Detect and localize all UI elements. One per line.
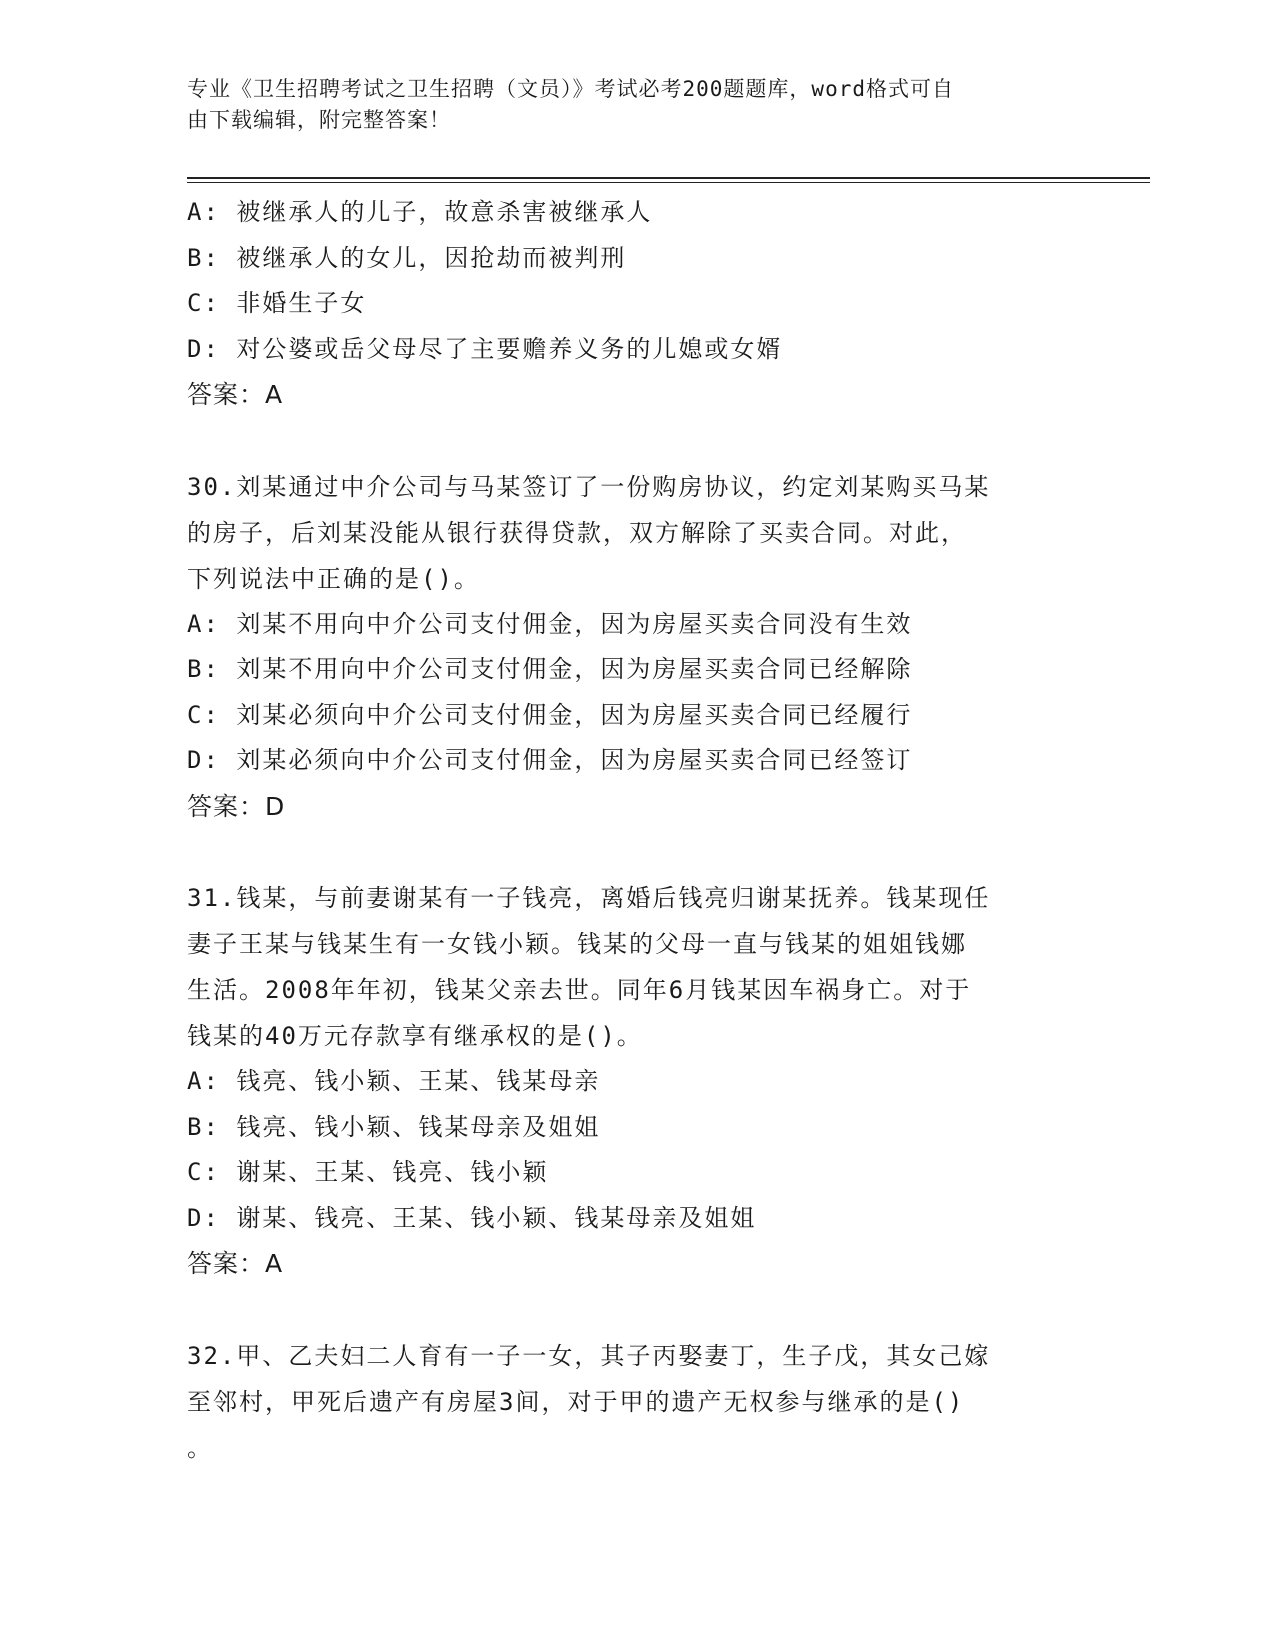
header-divider-thin: [187, 182, 1150, 183]
question-stem-line: 30.刘某通过中介公司与马某签订了一份购房协议，约定刘某购买马某: [187, 472, 991, 501]
option-a: A: 被继承人的儿子，故意杀害被继承人: [187, 198, 653, 226]
answer-label: 答案：A: [187, 1249, 284, 1278]
question-stem-line: 。: [187, 1433, 213, 1462]
question-stem-line: 妻子王某与钱某生有一女钱小颖。钱某的父母一直与钱某的姐姐钱娜: [187, 930, 967, 958]
option-b: B: 刘某不用向中介公司支付佣金，因为房屋买卖合同已经解除: [187, 655, 913, 683]
option-c: C: 非婚生子女: [187, 289, 367, 317]
option-d: D: 对公婆或岳父母尽了主要赡养义务的儿媳或女婿: [187, 334, 783, 363]
header-title-line-1: 专业《卫生招聘考试之卫生招聘（文员）》考试必考200题题库，word格式可自: [187, 77, 954, 101]
question-stem-line: 32.甲、乙夫妇二人育有一子一女，其子丙娶妻丁，生子戊，其女己嫁: [187, 1341, 991, 1370]
question-stem-line: 的房子，后刘某没能从银行获得贷款，双方解除了买卖合同。对此，: [187, 518, 967, 547]
document-header: [187, 74, 1077, 136]
spacer: [187, 829, 1077, 875]
question-stem-line: 至邻村，甲死后遗产有房屋3间，对于甲的遗产无权参与继承的是(): [187, 1387, 965, 1416]
option-b: B: 被继承人的女儿，因抢劫而被判刑: [187, 243, 627, 272]
spacer: [187, 1287, 1077, 1333]
answer-label: 答案：A: [187, 380, 284, 409]
question-31: [187, 875, 1077, 1287]
option-d: D: 谢某、钱亮、王某、钱小颖、钱某母亲及姐姐: [187, 1203, 757, 1232]
option-b: B: 钱亮、钱小颖、钱某母亲及姐姐: [187, 1112, 601, 1141]
question-stem-line: 钱某的40万元存款享有继承权的是()。: [187, 1022, 643, 1050]
question-29-options: [187, 190, 1077, 418]
question-stem-line: 生活。2008年年初，钱某父亲去世。同年6月钱某因车祸身亡。对于: [187, 976, 972, 1004]
option-c: C: 刘某必须向中介公司支付佣金，因为房屋买卖合同已经履行: [187, 700, 913, 729]
option-d: D: 刘某必须向中介公司支付佣金，因为房屋买卖合同已经签订: [187, 746, 913, 774]
header-title-line-2: 由下载编辑，附完整答案！: [187, 108, 451, 132]
question-list: [187, 190, 1077, 1471]
header-divider-thick: [187, 177, 1150, 179]
option-a: A: 钱亮、钱小颖、王某、钱某母亲: [187, 1067, 601, 1095]
option-a: A: 刘某不用向中介公司支付佣金，因为房屋买卖合同没有生效: [187, 609, 913, 638]
header-divider: [187, 177, 1150, 183]
option-c: C: 谢某、王某、钱亮、钱小颖: [187, 1158, 549, 1186]
question-30: [187, 464, 1077, 830]
question-stem-line: 下列说法中正确的是()。: [187, 564, 480, 593]
question-32: [187, 1333, 1077, 1471]
answer-label: 答案：D: [187, 791, 286, 821]
question-stem-line: 31.钱某，与前妻谢某有一子钱亮，离婚后钱亮归谢某抚养。钱某现任: [187, 884, 991, 912]
spacer: [187, 418, 1077, 464]
